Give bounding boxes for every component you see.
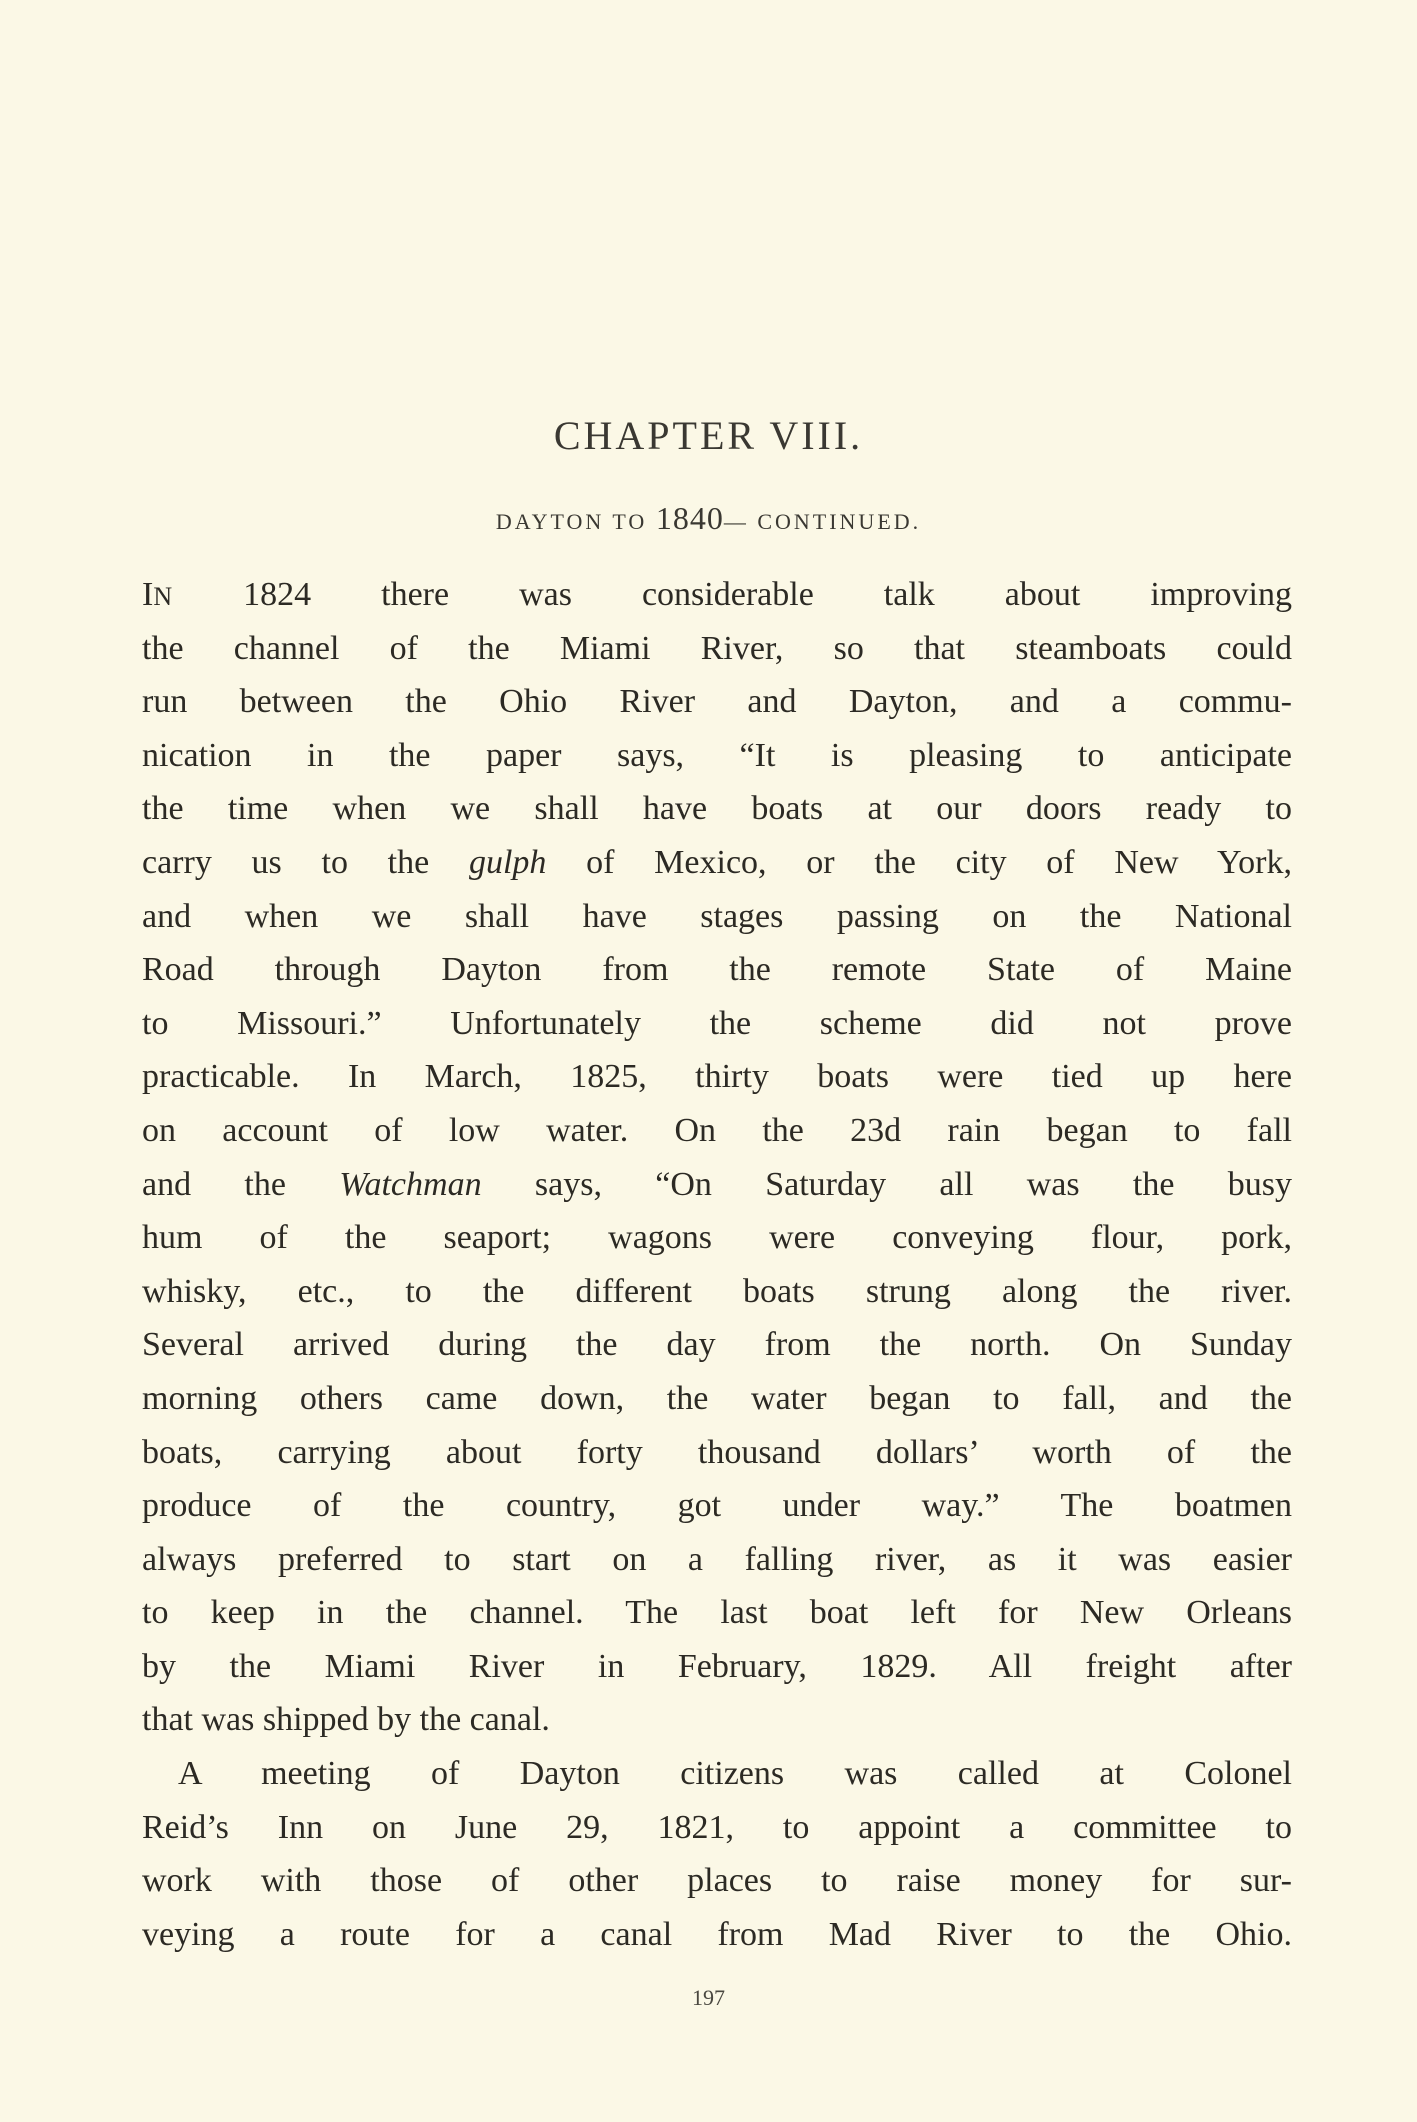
dropcap-rest: N <box>153 582 174 611</box>
text-line <box>142 568 1292 622</box>
text-line: to Missouri.” Unfortunately the scheme did not prove <box>142 1004 1292 1042</box>
text-line: hum of the seaport; wagons were conveying flour, pork, <box>142 1219 1292 1257</box>
text-line <box>142 1158 1292 1212</box>
text-line: nication in the paper says, “It is pleasing to anticipate <box>142 736 1292 774</box>
text-line: Reid’s Inn on June 29, 1821, to appoint a committee to <box>142 1808 1292 1846</box>
body-text <box>142 568 1292 1961</box>
page-number: 197 <box>692 1985 725 2010</box>
text-line: and when we shall have stages passing on the National <box>142 897 1292 935</box>
italic-word: Watchman <box>339 1165 482 1203</box>
text-line: that was shipped by the canal. <box>142 1701 550 1739</box>
text-line: A meeting of Dayton citizens was called at Colonel <box>178 1755 1292 1793</box>
line-text: says, “On Saturday all was the busy <box>481 1165 1292 1203</box>
chapter-subtitle <box>0 500 1417 537</box>
text-line: the time when we shall have boats at our doors ready to <box>142 790 1292 828</box>
subtitle-year: 1840 <box>655 500 724 536</box>
text-line: morning others came down, the water began to fall, and the <box>142 1379 1292 1417</box>
text-line: Road through Dayton from the remote State of Maine <box>142 951 1292 989</box>
dropcap-initial: I <box>142 576 154 613</box>
text-line: Several arrived during the day from the north. On Sunday <box>142 1326 1292 1364</box>
line-text: 1824 there was considerable talk about improving <box>173 576 1292 613</box>
text-line: the channel of the Miami River, so that steamboats could <box>142 629 1292 667</box>
subtitle-post: — CONTINUED. <box>723 509 922 534</box>
text-line: boats, carrying about forty thousand dollars’ worth of the <box>142 1433 1292 1471</box>
text-line: whisky, etc., to the different boats strung along the river. <box>142 1272 1292 1310</box>
line-text: and the <box>142 1165 340 1203</box>
text-line: run between the Ohio River and Dayton, and a commu- <box>142 683 1292 721</box>
text-line <box>142 836 1292 890</box>
chapter-title: CHAPTER VIII. <box>553 413 864 458</box>
text-line: practicable. In March, 1825, thirty boats were tied up here <box>142 1058 1292 1096</box>
line-text: of Mexico, or the city of New York, <box>546 843 1292 881</box>
text-line: work with those of other places to raise money for sur- <box>142 1862 1292 1900</box>
text-line: on account of low water. On the 23d rain began to fall <box>142 1111 1292 1149</box>
text-line: veying a route for a canal from Mad River to the Ohio. <box>142 1915 1292 1953</box>
line-text: carry us to the <box>142 843 469 881</box>
text-line: by the Miami River in February, 1829. All freight after <box>142 1647 1292 1685</box>
text-line: produce of the country, got under way.” The boatmen <box>142 1487 1292 1525</box>
text-line: to keep in the channel. The last boat left for New Orleans <box>142 1594 1292 1632</box>
text-line: always preferred to start on a falling river, as it was easier <box>142 1540 1292 1578</box>
italic-word: gulph <box>468 843 547 881</box>
subtitle-pre: DAYTON TO <box>495 509 656 534</box>
